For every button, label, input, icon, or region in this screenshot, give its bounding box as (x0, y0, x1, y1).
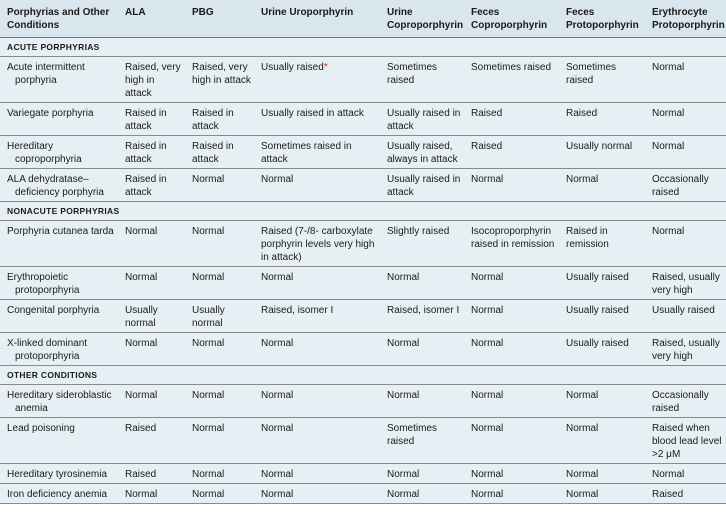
cell-text: Sometimes raised (566, 62, 617, 86)
cell-text: Normal (471, 469, 504, 480)
cell-erythrocyte-protoporphyrin (645, 169, 726, 202)
cell-feces-coproporphyrin (464, 484, 559, 504)
cell-text: Sometimes raised in attack (261, 141, 352, 165)
cell-urine-uroporphyrin (254, 136, 380, 169)
cell-text: Raised, usually very high (652, 272, 720, 296)
cell-text: Raised in attack (192, 141, 234, 165)
cell-text: ALA dehydratase–deficiency porphyria (7, 174, 104, 198)
header-erythrocyte-protoporphyrin: Erythrocyte Protoporphyrin (645, 0, 726, 38)
table-header (0, 0, 726, 38)
cell-text: Normal (652, 469, 685, 480)
cell-text: Normal (125, 272, 158, 283)
cell-text: Raised in attack (192, 108, 234, 132)
cell-text: Raised (652, 489, 684, 500)
cell-pbg (185, 57, 254, 103)
cell-text: Normal (652, 62, 685, 73)
cell-text: Normal (192, 226, 225, 237)
cell-text: Raised (471, 141, 503, 152)
cell-text: Normal (192, 489, 225, 500)
cell-text: Normal (387, 469, 420, 480)
section-row (0, 366, 726, 385)
cell-erythrocyte-protoporphyrin (645, 418, 726, 464)
cell-text: Raised (125, 423, 157, 434)
cell-text: Usually raised (566, 272, 629, 283)
cell-text: Normal (471, 272, 504, 283)
cell-urine-uroporphyrin (254, 333, 380, 366)
header-row (0, 0, 726, 38)
cell-feces-protoporphyrin (559, 300, 645, 333)
cell-urine-coproporphyrin (380, 57, 464, 103)
table-row (0, 385, 726, 418)
cell-text: Normal (471, 338, 504, 349)
header-feces-coproporphyrin: Feces Coproporphyrin (464, 0, 559, 38)
cell-erythrocyte-protoporphyrin (645, 464, 726, 484)
cell-erythrocyte-protoporphyrin (645, 333, 726, 366)
cell-text: Normal (192, 423, 225, 434)
cell-erythrocyte-protoporphyrin (645, 103, 726, 136)
cell-urine-coproporphyrin (380, 103, 464, 136)
cell-ala (118, 221, 185, 267)
cell-condition (0, 136, 118, 169)
cell-pbg (185, 267, 254, 300)
cell-urine-coproporphyrin (380, 221, 464, 267)
cell-pbg (185, 136, 254, 169)
cell-text: Normal (566, 489, 599, 500)
cell-feces-coproporphyrin (464, 267, 559, 300)
cell-feces-coproporphyrin (464, 300, 559, 333)
cell-text: Normal (566, 423, 599, 434)
cell-text: Raised, isomer I (261, 305, 334, 316)
cell-text: Slightly raised (387, 226, 450, 237)
cell-feces-coproporphyrin (464, 418, 559, 464)
cell-urine-uroporphyrin (254, 267, 380, 300)
cell-text: Isocoproporphyrin raised in remission (471, 226, 555, 250)
cell-condition (0, 221, 118, 267)
cell-ala (118, 418, 185, 464)
cell-text: Raised, usually very high (652, 338, 720, 362)
cell-text: Occasionally raised (652, 390, 709, 414)
cell-feces-protoporphyrin (559, 484, 645, 504)
cell-text: Sometimes raised (387, 62, 438, 86)
cell-urine-uroporphyrin (254, 464, 380, 484)
cell-pbg (185, 103, 254, 136)
cell-ala (118, 464, 185, 484)
cell-feces-coproporphyrin (464, 103, 559, 136)
cell-feces-protoporphyrin (559, 267, 645, 300)
cell-urine-uroporphyrin (254, 484, 380, 504)
cell-text: Raised, very high in attack (125, 62, 181, 99)
cell-text: Normal (192, 174, 225, 185)
cell-text: Raised, isomer I (387, 305, 460, 316)
cell-text: Normal (125, 226, 158, 237)
section-title: OTHER CONDITIONS (0, 366, 726, 385)
header-urine-coproporphyrin: Urine Coproporphyrin (380, 0, 464, 38)
cell-feces-coproporphyrin (464, 57, 559, 103)
cell-text: Porphyria cutanea tarda (7, 226, 114, 237)
cell-text: Usually raised in attack (387, 108, 461, 132)
cell-text: Raised (471, 108, 503, 119)
cell-ala (118, 169, 185, 202)
cell-ala (118, 103, 185, 136)
cell-pbg (185, 418, 254, 464)
cell-text: Raised in attack (125, 108, 167, 132)
cell-urine-uroporphyrin (254, 103, 380, 136)
cell-pbg (185, 169, 254, 202)
cell-pbg (185, 464, 254, 484)
table-row (0, 169, 726, 202)
cell-text: Normal (261, 489, 294, 500)
cell-text: Raised in attack (125, 141, 167, 165)
cell-urine-uroporphyrin (254, 57, 380, 103)
cell-pbg (185, 221, 254, 267)
cell-text: Normal (261, 469, 294, 480)
table-row (0, 267, 726, 300)
cell-text: Occasionally raised (652, 174, 709, 198)
cell-ala (118, 333, 185, 366)
cell-pbg (185, 385, 254, 418)
cell-urine-uroporphyrin (254, 418, 380, 464)
cell-feces-protoporphyrin (559, 57, 645, 103)
cell-urine-coproporphyrin (380, 300, 464, 333)
cell-text: Normal (652, 226, 685, 237)
cell-text: Usually raised in attack (261, 108, 364, 119)
cell-text: Normal (652, 141, 685, 152)
cell-erythrocyte-protoporphyrin (645, 57, 726, 103)
cell-feces-coproporphyrin (464, 464, 559, 484)
cell-condition (0, 57, 118, 103)
header-urine-uroporphyrin: Urine Uroporphyrin (254, 0, 380, 38)
cell-text: Usually normal (125, 305, 158, 329)
table-row (0, 136, 726, 169)
cell-feces-coproporphyrin (464, 221, 559, 267)
cell-text: Normal (566, 390, 599, 401)
cell-text: Variegate porphyria (7, 108, 94, 119)
cell-text: Normal (261, 423, 294, 434)
header-condition: Porphyrias and Other Conditions (0, 0, 118, 38)
cell-text: Normal (125, 489, 158, 500)
section-title: NONACUTE PORPHYRIAS (0, 202, 726, 221)
cell-feces-protoporphyrin (559, 136, 645, 169)
cell-urine-coproporphyrin (380, 464, 464, 484)
cell-text: Usually raised in attack (387, 174, 461, 198)
cell-text: Normal (471, 174, 504, 185)
cell-text: Normal (471, 489, 504, 500)
cell-text: Normal (652, 108, 685, 119)
cell-text: Erythropoietic protoporphyria (7, 272, 80, 296)
cell-feces-coproporphyrin (464, 333, 559, 366)
cell-text: Normal (261, 272, 294, 283)
cell-feces-protoporphyrin (559, 169, 645, 202)
cell-text: Normal (566, 469, 599, 480)
cell-text: Normal (261, 338, 294, 349)
cell-condition (0, 418, 118, 464)
cell-text: Raised (7-/8- carboxylate porphyrin levels very high in attack) (261, 226, 375, 263)
cell-urine-uroporphyrin (254, 385, 380, 418)
cell-condition (0, 333, 118, 366)
cell-feces-protoporphyrin (559, 385, 645, 418)
cell-text: Raised when blood lead level >2 μM (652, 423, 722, 460)
cell-text: Usually normal (566, 141, 633, 152)
cell-text: Hereditary sideroblastic anemia (7, 390, 112, 414)
cell-text: Normal (387, 390, 420, 401)
cell-feces-protoporphyrin (559, 418, 645, 464)
table-row (0, 484, 726, 504)
cell-text: Normal (471, 305, 504, 316)
header-pbg: PBG (185, 0, 254, 38)
cell-text: X-linked dominant protoporphyria (7, 338, 88, 362)
cell-text: Raised in attack (125, 174, 167, 198)
cell-erythrocyte-protoporphyrin (645, 484, 726, 504)
cell-urine-uroporphyrin (254, 221, 380, 267)
cell-text: Normal (387, 338, 420, 349)
table-row (0, 464, 726, 484)
cell-condition (0, 464, 118, 484)
section-row (0, 202, 726, 221)
cell-text: Normal (125, 390, 158, 401)
cell-text: Usually raised, always in attack (387, 141, 458, 165)
cell-condition (0, 103, 118, 136)
cell-text: Congenital porphyria (7, 305, 100, 316)
cell-urine-coproporphyrin (380, 385, 464, 418)
cell-text: Normal (471, 390, 504, 401)
cell-text: Lead poisoning (7, 423, 75, 434)
header-ala: ALA (118, 0, 185, 38)
cell-text: Normal (387, 272, 420, 283)
cell-erythrocyte-protoporphyrin (645, 136, 726, 169)
cell-urine-coproporphyrin (380, 136, 464, 169)
cell-text: Usually raised (566, 305, 629, 316)
cell-text: Usually raised (261, 62, 324, 73)
cell-urine-coproporphyrin (380, 484, 464, 504)
cell-text: Normal (192, 272, 225, 283)
cell-text: Raised in remission (566, 226, 609, 250)
cell-text: Normal (261, 174, 294, 185)
cell-urine-coproporphyrin (380, 333, 464, 366)
cell-text: Sometimes raised (387, 423, 438, 447)
table-row (0, 221, 726, 267)
table-row (0, 333, 726, 366)
cell-pbg (185, 484, 254, 504)
table-row (0, 300, 726, 333)
cell-urine-coproporphyrin (380, 169, 464, 202)
cell-ala (118, 385, 185, 418)
table-row (0, 418, 726, 464)
cell-text: Hereditary coproporphyria (7, 141, 82, 165)
cell-text: Normal (566, 174, 599, 185)
table-row (0, 57, 726, 103)
cell-text: Normal (192, 390, 225, 401)
table-row (0, 103, 726, 136)
cell-condition (0, 169, 118, 202)
cell-text: Acute intermittent porphyria (7, 62, 85, 86)
cell-text: Normal (387, 489, 420, 500)
cell-text: Usually raised (652, 305, 715, 316)
cell-feces-coproporphyrin (464, 136, 559, 169)
cell-text: Hereditary tyrosinemia (7, 469, 108, 480)
cell-ala (118, 267, 185, 300)
cell-text: Normal (261, 390, 294, 401)
cell-ala (118, 136, 185, 169)
cell-text: Sometimes raised (471, 62, 552, 73)
cell-urine-coproporphyrin (380, 418, 464, 464)
cell-condition (0, 267, 118, 300)
cell-text: Raised, very high in attack (192, 62, 251, 86)
cell-ala (118, 57, 185, 103)
cell-condition (0, 385, 118, 418)
cell-pbg (185, 300, 254, 333)
cell-feces-coproporphyrin (464, 169, 559, 202)
cell-text: Raised (566, 108, 598, 119)
cell-erythrocyte-protoporphyrin (645, 221, 726, 267)
cell-text: Usually raised (566, 338, 629, 349)
section-title: ACUTE PORPHYRIAS (0, 38, 726, 57)
cell-erythrocyte-protoporphyrin (645, 385, 726, 418)
cell-text: Raised (125, 469, 157, 480)
cell-ala (118, 484, 185, 504)
cell-feces-protoporphyrin (559, 103, 645, 136)
cell-feces-protoporphyrin (559, 464, 645, 484)
header-feces-protoporphyrin: Feces Protoporphyrin (559, 0, 645, 38)
cell-urine-coproporphyrin (380, 267, 464, 300)
cell-text: Normal (471, 423, 504, 434)
cell-condition (0, 300, 118, 333)
table-body (0, 38, 726, 504)
cell-feces-coproporphyrin (464, 385, 559, 418)
cell-text: Iron deficiency anemia (7, 489, 108, 500)
section-row (0, 38, 726, 57)
cell-feces-protoporphyrin (559, 221, 645, 267)
cell-erythrocyte-protoporphyrin (645, 300, 726, 333)
cell-ala (118, 300, 185, 333)
footnote-mark: * (323, 62, 328, 73)
cell-text: Normal (192, 338, 225, 349)
cell-condition (0, 484, 118, 504)
cell-feces-protoporphyrin (559, 333, 645, 366)
cell-urine-uroporphyrin (254, 300, 380, 333)
cell-erythrocyte-protoporphyrin (645, 267, 726, 300)
cell-pbg (185, 333, 254, 366)
cell-urine-uroporphyrin (254, 169, 380, 202)
cell-text: Usually normal (192, 305, 225, 329)
cell-text: Normal (192, 469, 225, 480)
cell-text: Normal (125, 338, 158, 349)
